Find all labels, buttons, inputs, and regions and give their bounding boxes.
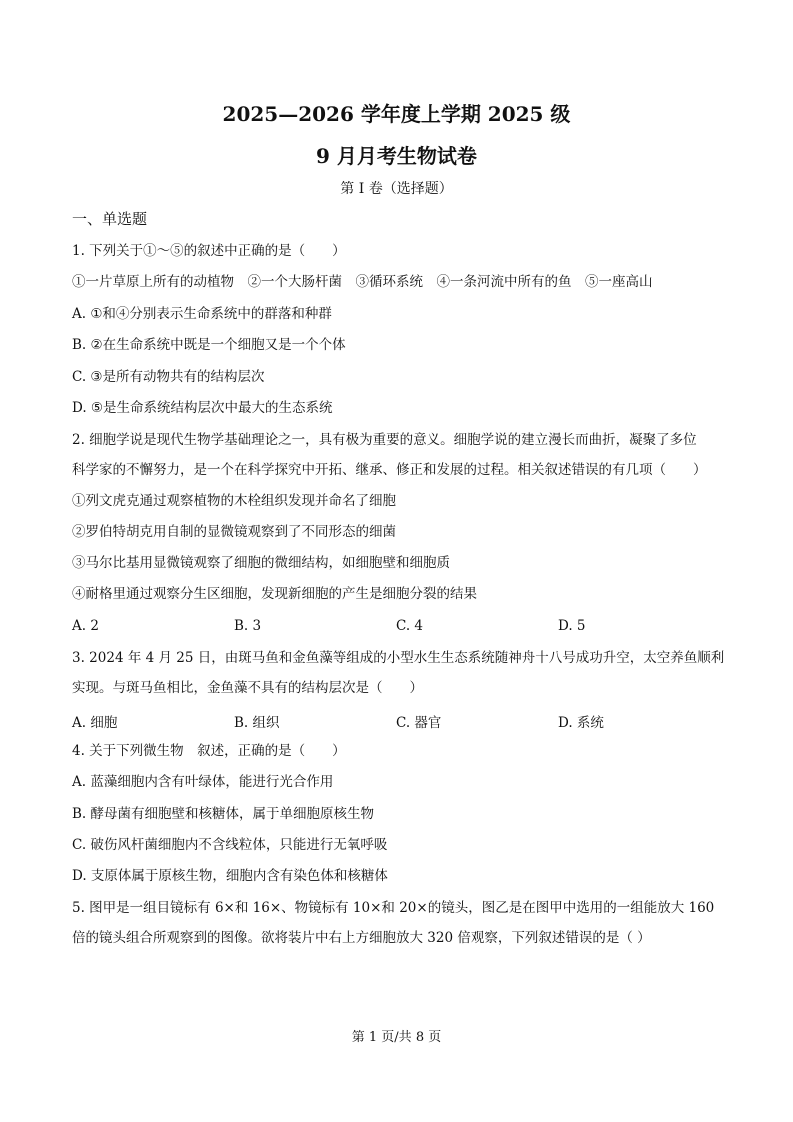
question-3-stem-line-2: 实现。与斑马鱼相比，金鱼藻不具有的结构层次是（ ） (72, 680, 423, 696)
question-1-option-b: B. ②在生命系统中既是一个细胞又是一个个体 (72, 337, 346, 353)
question-3-option-a: A. 细胞 (72, 715, 118, 731)
question-2-stem-line-2: 科学家的不懈努力，是一个在科学探究中开拓、继承、修正和发展的过程。相关叙述错误的有几项（ ） (72, 462, 707, 478)
question-4-option-c: C. 破伤风杆菌细胞内不含线粒体，只能进行无氧呼吸 (72, 837, 388, 853)
question-2-statement-3: ③马尔比基用显微镜观察了细胞的微细结构，如细胞壁和细胞质 (72, 555, 450, 571)
question-3-option-d: D. 系统 (558, 715, 604, 731)
question-2-statement-1: ①列文虎克通过观察植物的木栓组织发现并命名了细胞 (72, 493, 396, 509)
question-1-items: ①一片草原上所有的动植物 ②一个大肠杆菌 ③循环系统 ④一条河流中所有的鱼 ⑤一座高山 (72, 274, 653, 290)
question-2-statement-4: ④耐格里通过观察分生区细胞，发现新细胞的产生是细胞分裂的结果 (72, 586, 477, 602)
question-1-option-a: A. ①和④分别表示生命系统中的群落和种群 (72, 306, 332, 322)
question-2-option-c: C. 4 (396, 618, 424, 634)
question-5-stem-line-1: 5. 图甲是一组目镜标有 6×和 16×、物镜标有 10×和 20×的镜头，图乙是在图甲中选用的一组能放大 160 (72, 900, 715, 916)
section-heading: 一、单选题 (72, 210, 148, 228)
question-4-stem: 4. 关于下列微生物 叙述，正确的是（ ） (72, 743, 346, 759)
question-3-option-c: C. 器官 (396, 715, 442, 731)
question-2-statement-2: ②罗伯特胡克用自制的显微镜观察到了不同形态的细菌 (72, 524, 396, 540)
question-4-option-a: A. 蓝藻细胞内含有叶绿体，能进行光合作用 (72, 774, 334, 790)
exam-subtitle: 9 月月考生物试卷 (316, 144, 477, 168)
question-3-option-b: B. 组织 (234, 715, 280, 731)
page-footer: 第 1 页/共 8 页 (351, 1030, 442, 1045)
question-1-option-d: D. ⑤是生命系统结构层次中最大的生态系统 (72, 400, 333, 416)
question-1-stem: 1. 下列关于①～⑤的叙述中正确的是（ ） (72, 243, 346, 259)
question-3-stem-line-1: 3. 2024 年 4 月 25 日，由斑马鱼和金鱼藻等组成的小型水生生态系统随神舟十八号成功升空，太空养鱼顺利 (72, 650, 725, 666)
question-2-option-b: B. 3 (234, 618, 262, 634)
question-4-option-d: D. 支原体属于原核生物，细胞内含有染色体和核糖体 (72, 868, 388, 884)
question-2-stem-line-1: 2. 细胞学说是现代生物学基础理论之一，具有极为重要的意义。细胞学说的建立漫长而曲折，凝聚了多位 (72, 432, 697, 448)
question-5-stem-line-2: 倍的镜头组合所观察到的图像。欲将装片中右上方细胞放大 320 倍观察，下列叙述错误的是（ ） (72, 930, 651, 946)
exam-title: 2025—2026 学年度上学期 2025 级 (222, 102, 571, 126)
question-2-option-a: A. 2 (72, 618, 99, 634)
question-2-option-d: D. 5 (558, 618, 586, 634)
question-1-option-c: C. ③是所有动物共有的结构层次 (72, 369, 265, 385)
volume-label: 第 I 卷（选择题） (340, 181, 453, 197)
question-4-option-b: B. 酵母菌有细胞壁和核糖体，属于单细胞原核生物 (72, 806, 375, 822)
